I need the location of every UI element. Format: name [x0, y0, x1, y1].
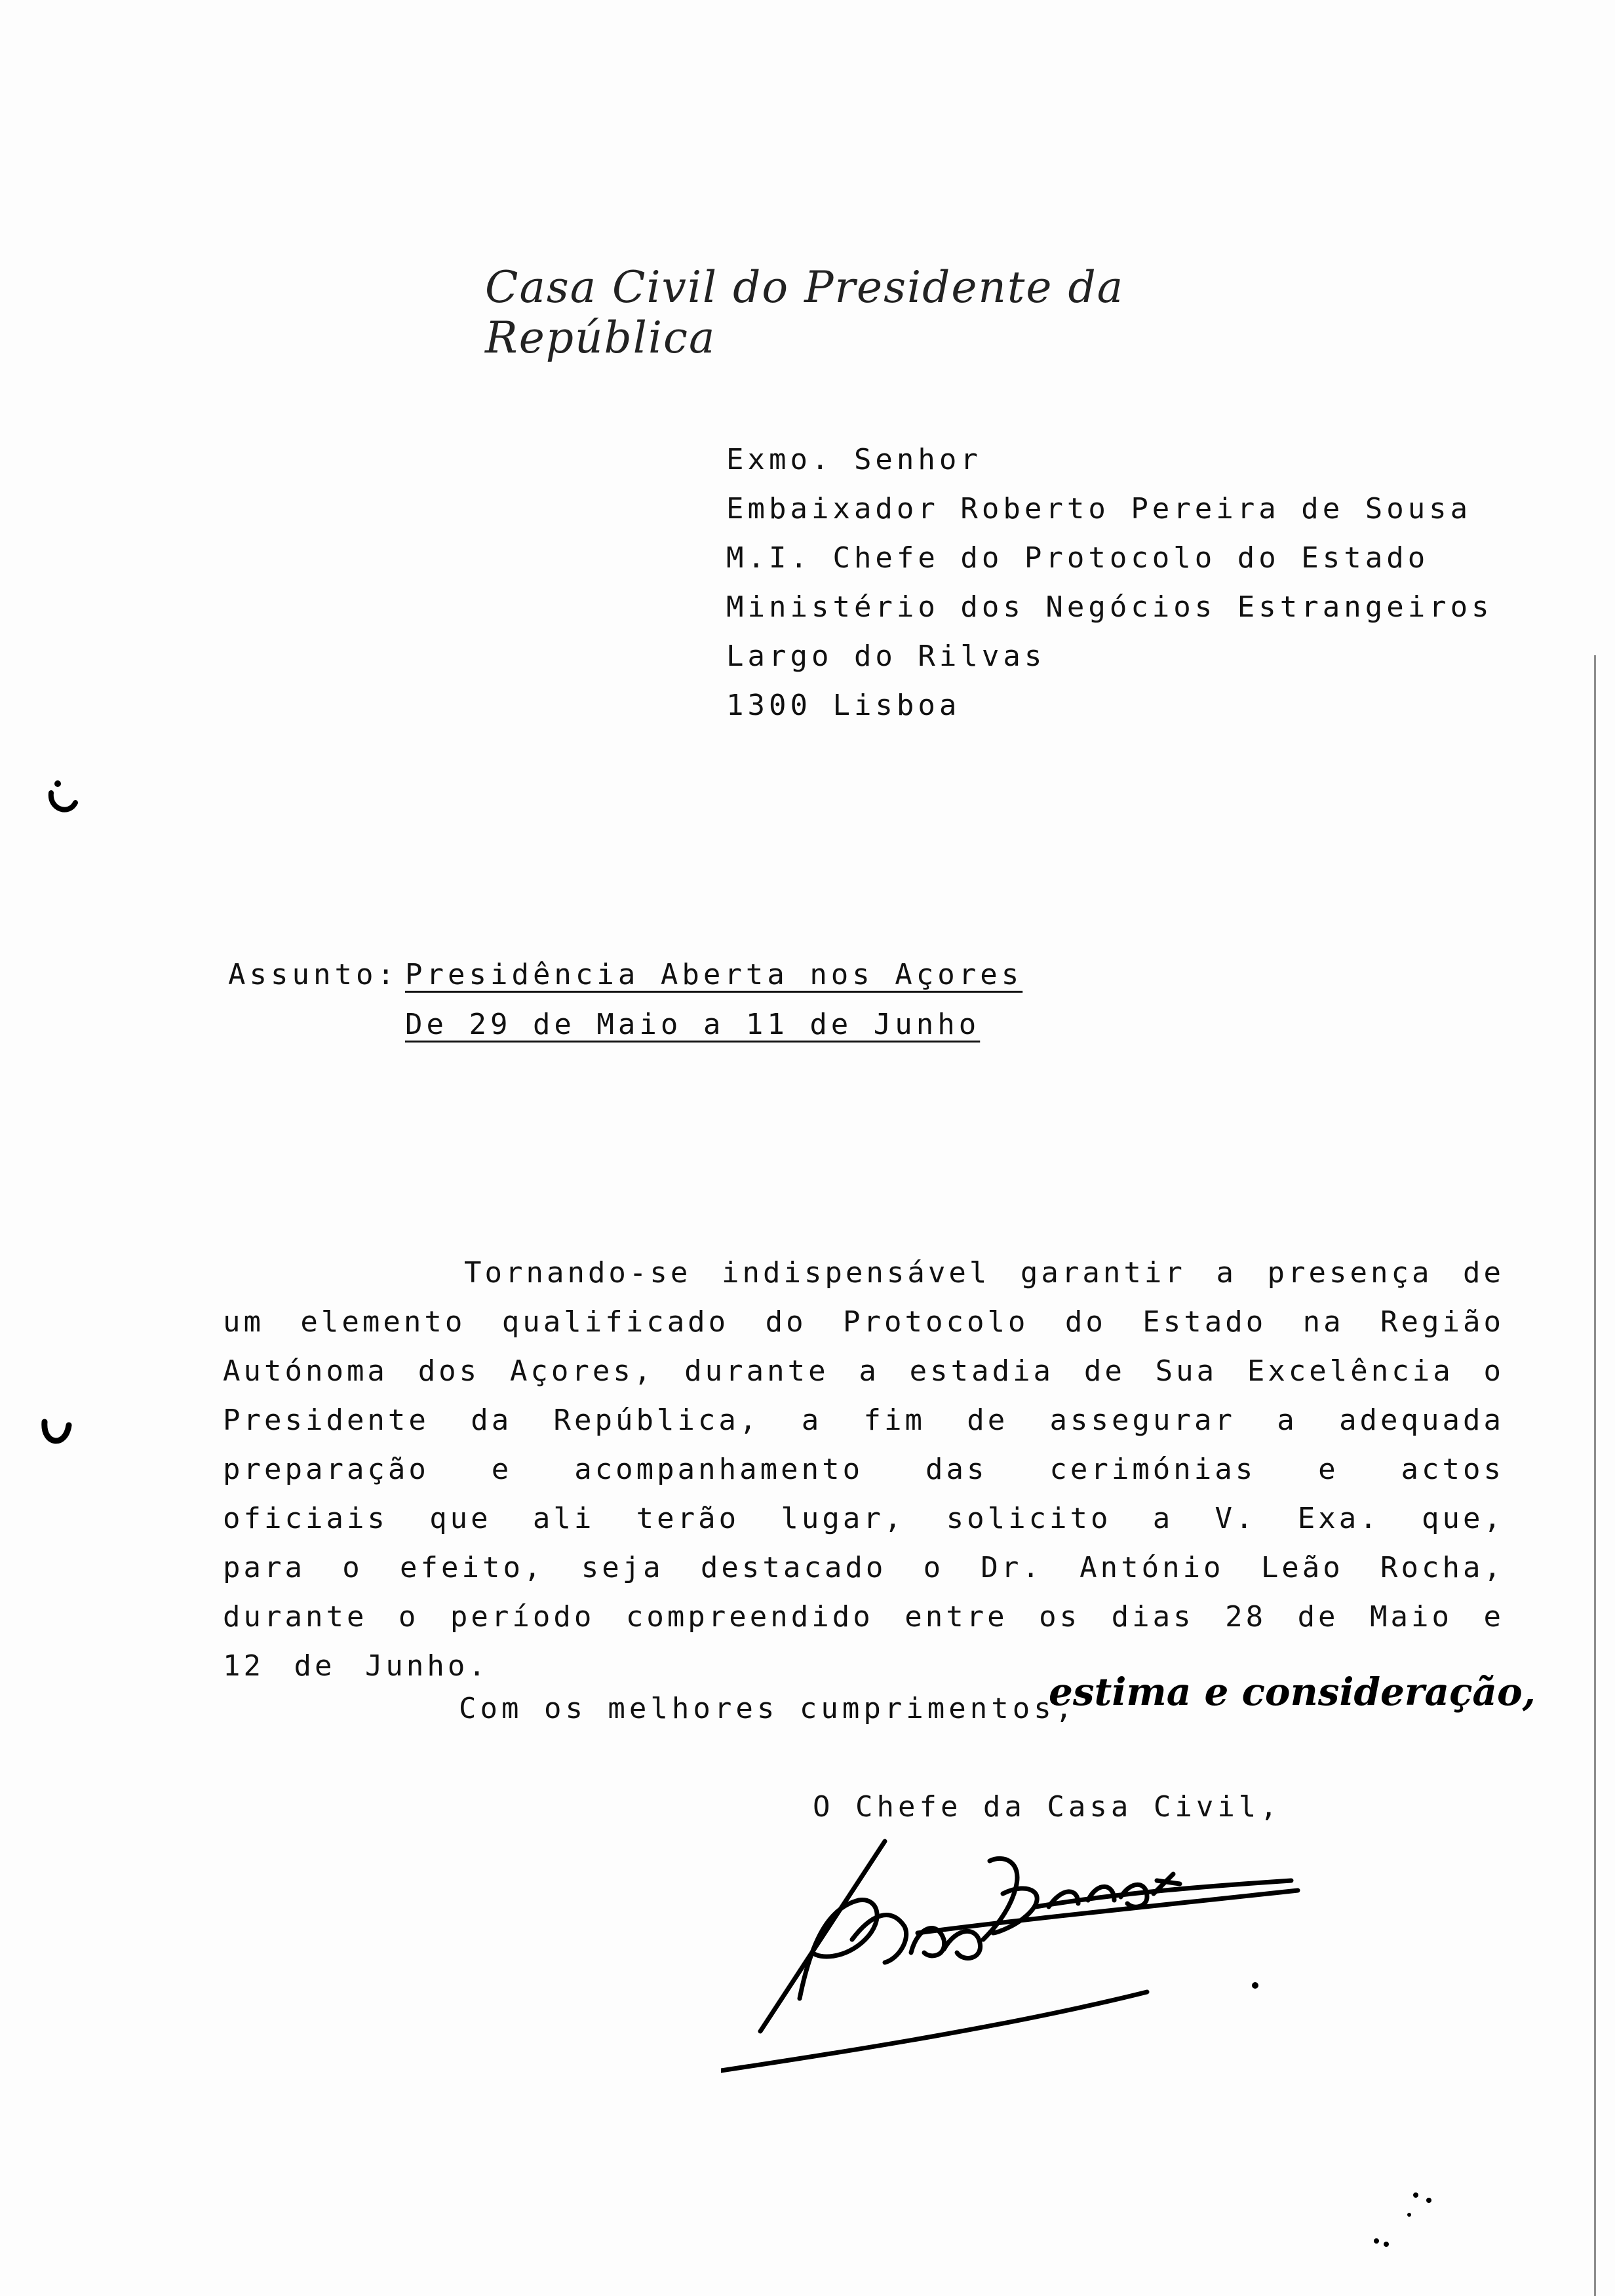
paper-specks	[1363, 2182, 1442, 2261]
recipient-line: Largo do Rilvas	[726, 640, 1046, 673]
recipient-address	[726, 435, 1493, 730]
signature-image	[721, 1835, 1311, 2097]
body-paragraph: Tornando-se indispensável garantir a presença de um elemento qualificado do Protocolo do Estado na Região Autónoma dos Açores, durante a estadia de Sua Excelência o Presidente da República, a fim de assegurar a adequada preparação e acompanhamento das cerimónias e actos oficiais que ali terão lugar, solicito a V. Exa. que, para o efeito, seja destacado o Dr. António Leão Rocha, durante o período compreendido entre os dias 28 de Maio e 12 de Junho.	[223, 1256, 1504, 1683]
page-edge-line	[1594, 655, 1596, 2296]
subject-lines	[405, 950, 1022, 1050]
recipient-line: 1300 Lisboa	[726, 689, 961, 722]
letterhead: Casa Civil do Presidente da República	[485, 262, 1125, 363]
closing-typed: Com os melhores cumprimentos,	[459, 1692, 1077, 1725]
recipient-line: M.I. Chefe do Protocolo do Estado	[726, 541, 1430, 575]
recipient-line: Embaixador Roberto Pereira de Sousa	[726, 492, 1472, 526]
punch-hole-mark	[39, 1415, 72, 1455]
punch-hole-mark	[46, 780, 79, 819]
closing-handwritten: estima e consideração,	[1049, 1670, 1536, 1714]
subject-line-1: Presidência Aberta nos Açores	[405, 958, 1023, 991]
signer-title: O Chefe da Casa Civil,	[813, 1790, 1281, 1824]
recipient-line: Exmo. Senhor	[726, 443, 982, 476]
subject-line-2: De 29 de Maio a 11 de Junho	[405, 1008, 981, 1041]
subject-label: Assunto:	[228, 958, 399, 991]
recipient-line: Ministério dos Negócios Estrangeiros	[726, 590, 1493, 624]
